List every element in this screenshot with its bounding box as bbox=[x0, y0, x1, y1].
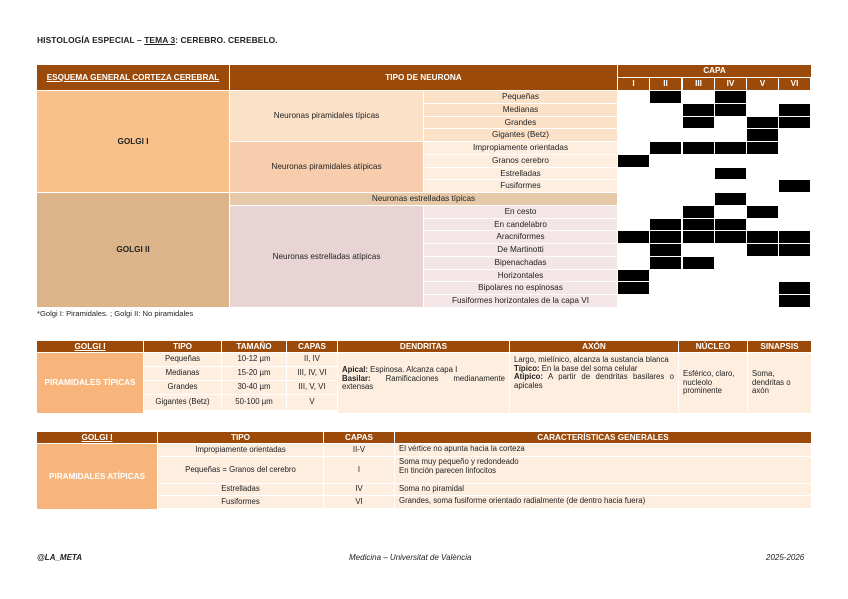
layer-mark bbox=[715, 91, 746, 103]
layer-col-6: VI bbox=[779, 78, 810, 90]
layer-mark bbox=[715, 219, 746, 230]
layer-mark bbox=[715, 104, 746, 116]
layer-col-5: V bbox=[747, 78, 778, 90]
t2-row-type: Gigantes (Betz) bbox=[144, 395, 221, 410]
layer-mark bbox=[683, 104, 714, 116]
t2-header-golgi bbox=[37, 341, 143, 352]
title-prefix: HISTOLOGÍA ESPECIAL – bbox=[37, 35, 145, 45]
t2-axon-cell bbox=[510, 353, 678, 413]
t3-header-features: CARACTERÍSTICAS GENERALES bbox=[395, 432, 811, 443]
title-suffix: : CEREBRO. CEREBELO. bbox=[175, 35, 278, 45]
footer-left bbox=[37, 553, 82, 562]
t2-synapse-cell: Soma, dendritas o axón bbox=[748, 353, 811, 413]
neuron-row-9: En cesto bbox=[424, 206, 617, 218]
neuron-type-header: TIPO DE NEURONA bbox=[230, 65, 617, 90]
atypical-pyramidal-table bbox=[37, 432, 811, 509]
neuron-row-3: Gigantes (Betz) bbox=[424, 129, 617, 141]
layer-mark bbox=[618, 282, 649, 294]
neuron-row-2: Grandes bbox=[424, 117, 617, 128]
t2-row-type: Pequeñas bbox=[144, 353, 221, 366]
layer-col-4: IV bbox=[715, 78, 746, 90]
group-stellate-typical: Neuronas estrelladas típicas bbox=[230, 193, 617, 205]
layer-mark bbox=[779, 282, 810, 294]
t3-row-layers: VI bbox=[324, 496, 394, 508]
t3-row-type: Impropiamente orientadas bbox=[158, 444, 323, 456]
t2-axon-atypical-label: Atípico: bbox=[514, 372, 544, 382]
t2-axon-intro: Largo, mielínico, alcanza la sustancia blanca bbox=[514, 355, 669, 364]
group-stellate-atypical: Neuronas estrelladas atípicas bbox=[230, 206, 423, 307]
footer-center: Medicina – Universitat de València bbox=[349, 553, 472, 562]
t2-dendrite-basal bbox=[342, 375, 505, 392]
t2-apical-text: Espinosa. Alcanza capa I bbox=[368, 365, 458, 374]
t3-group-label: PIRAMIDALES ATÍPICAS bbox=[37, 444, 157, 509]
t2-axon-atypical bbox=[514, 373, 674, 390]
layer-mark bbox=[747, 142, 778, 154]
t3-header-golgi-text: GOLGI I bbox=[81, 432, 113, 442]
layer-mark bbox=[650, 244, 681, 256]
t3-row-layers: IV bbox=[324, 484, 394, 495]
title-topic: TEMA 3 bbox=[144, 35, 176, 45]
t2-axon-typical-label: Típico: bbox=[514, 363, 540, 373]
t3-row-desc bbox=[395, 484, 811, 495]
scheme-header-text: ESQUEMA GENERAL CORTEZA CEREBRAL bbox=[46, 72, 220, 82]
neuron-layer-table bbox=[37, 65, 811, 307]
t3-row-desc bbox=[395, 457, 811, 483]
layer-mark bbox=[779, 104, 810, 116]
golgi-note: *Golgi I: Piramidales. ; Golgi II: No piramidales bbox=[37, 309, 194, 318]
t3-row-type: Fusiformes bbox=[158, 496, 323, 508]
layer-mark bbox=[747, 129, 778, 141]
layer-mark bbox=[618, 270, 649, 281]
layer-mark bbox=[650, 231, 681, 243]
footer-handle: @LA_META bbox=[37, 553, 82, 562]
t3-row-layers: I bbox=[324, 457, 394, 483]
layer-mark bbox=[715, 168, 746, 179]
t3-header-golgi bbox=[37, 432, 157, 443]
t2-header-dendrites: DENDRITAS bbox=[338, 341, 509, 352]
t2-header-type: TIPO bbox=[144, 341, 221, 352]
t2-apical-label: Apical: bbox=[342, 365, 368, 374]
t2-row-size: 50-100 µm bbox=[222, 395, 286, 410]
t2-basal-label: Basilar: bbox=[342, 373, 371, 383]
layer-mark bbox=[650, 91, 681, 103]
t3-header-type: TIPO bbox=[158, 432, 323, 443]
layer-mark bbox=[747, 117, 778, 128]
t3-desc-line-2: En tinción parecen linfocitos bbox=[399, 465, 497, 475]
page-title bbox=[37, 35, 278, 45]
t2-row-layers: II, IV bbox=[287, 353, 337, 366]
t2-row-size: 15-20 µm bbox=[222, 367, 286, 380]
layer-mark bbox=[779, 231, 810, 243]
neuron-row-1: Medianas bbox=[424, 104, 617, 116]
footer-right: 2025-2026 bbox=[766, 553, 805, 562]
layer-mark bbox=[779, 180, 810, 192]
t3-row-desc bbox=[395, 444, 811, 456]
neuron-row-15: Bipolares no espinosas bbox=[424, 282, 617, 294]
layer-mark bbox=[715, 193, 746, 205]
group-atypical: Neuronas piramidales atípicas bbox=[230, 142, 423, 192]
layer-mark bbox=[683, 117, 714, 128]
layer-mark bbox=[650, 219, 681, 230]
golgi1-label: GOLGI I bbox=[37, 91, 229, 192]
layer-col-3: III bbox=[683, 78, 714, 90]
layer-mark bbox=[747, 206, 778, 218]
t2-row-layers: III, IV, VI bbox=[287, 367, 337, 380]
t3-desc-line: El vértice no apunta hacia la corteza bbox=[399, 444, 525, 453]
layer-mark bbox=[747, 231, 778, 243]
t2-row-type: Medianas bbox=[144, 367, 221, 380]
layer-mark bbox=[683, 231, 714, 243]
layer-mark bbox=[715, 231, 746, 243]
t3-header-layers: CAPAS bbox=[324, 432, 394, 443]
t2-basal-text: Ramificaciones medianamente extensas bbox=[342, 373, 505, 392]
neuron-row-6: Estrelladas bbox=[424, 168, 617, 179]
neuron-row-10: En candelabro bbox=[424, 219, 617, 230]
layer-mark bbox=[779, 117, 810, 128]
layer-mark bbox=[747, 244, 778, 256]
scheme-header bbox=[37, 65, 229, 90]
t3-desc-line: Soma muy pequeño y redondeado bbox=[399, 457, 519, 466]
t2-row-size: 30-40 µm bbox=[222, 381, 286, 394]
t2-dendrites-cell bbox=[338, 353, 509, 413]
t2-header-layers: CAPAS bbox=[287, 341, 337, 352]
typical-pyramidal-table bbox=[37, 341, 811, 413]
t3-row-desc bbox=[395, 496, 811, 508]
neuron-row-7: Fusiformes bbox=[424, 180, 617, 192]
t2-group-label: PIRAMIDALES TÍPICAS bbox=[37, 353, 143, 413]
neuron-row-16: Fusiformes horizontales de la capa VI bbox=[424, 295, 617, 307]
neuron-row-12: De Martinotti bbox=[424, 244, 617, 256]
t2-axon-typical-text: En la base del soma celular bbox=[539, 363, 638, 373]
layer-header: CAPA bbox=[618, 65, 811, 77]
t2-row-layers: III, V, VI bbox=[287, 381, 337, 394]
neuron-row-5: Granos cerebro bbox=[424, 155, 617, 167]
t2-header-golgi-text: GOLGI I bbox=[74, 341, 106, 351]
t2-row-type: Grandes bbox=[144, 381, 221, 394]
layer-mark bbox=[715, 142, 746, 154]
neuron-row-14: Horizontales bbox=[424, 270, 617, 281]
neuron-row-4: Impropiamente orientadas bbox=[424, 142, 617, 154]
neuron-row-11: Aracniformes bbox=[424, 231, 617, 243]
layer-col-2: II bbox=[650, 78, 681, 90]
layer-mark bbox=[650, 142, 681, 154]
neuron-row-0: Pequeñas bbox=[424, 91, 617, 103]
neuron-row-13: Bipenachadas bbox=[424, 257, 617, 269]
t3-row-type: Pequeñas = Granos del cerebro bbox=[158, 457, 323, 483]
layer-mark bbox=[618, 155, 649, 167]
layer-mark bbox=[618, 231, 649, 243]
t3-desc-line: Soma no piramidal bbox=[399, 484, 465, 493]
t3-desc-line: Grandes, soma fusiforme orientado radialmente (de dentro hacia fuera) bbox=[399, 496, 646, 505]
layer-mark bbox=[683, 142, 714, 154]
t3-row-type: Estrelladas bbox=[158, 484, 323, 495]
layer-mark bbox=[779, 295, 810, 307]
layer-mark bbox=[779, 244, 810, 256]
layer-mark bbox=[683, 219, 714, 230]
group-typical: Neuronas piramidales típicas bbox=[230, 91, 423, 141]
golgi2-label: GOLGI II bbox=[37, 193, 229, 307]
t2-row-size: 10-12 µm bbox=[222, 353, 286, 366]
layer-mark bbox=[650, 257, 681, 269]
t2-row-layers: V bbox=[287, 395, 337, 410]
t3-row-layers: II-V bbox=[324, 444, 394, 456]
t2-nucleus-cell: Esférico, claro, nucleolo prominente bbox=[679, 353, 747, 413]
t2-header-axon: AXÓN bbox=[510, 341, 678, 352]
layer-mark bbox=[683, 206, 714, 218]
t2-header-synapse: SINAPSIS bbox=[748, 341, 811, 352]
layer-mark bbox=[683, 257, 714, 269]
layer-col-1: I bbox=[618, 78, 649, 90]
t2-header-size: TAMAÑO bbox=[222, 341, 286, 352]
t2-axon-atypical-text: A partir de dendritas basilares o apicales bbox=[514, 372, 674, 390]
t2-header-nucleus: NÚCLEO bbox=[679, 341, 747, 352]
